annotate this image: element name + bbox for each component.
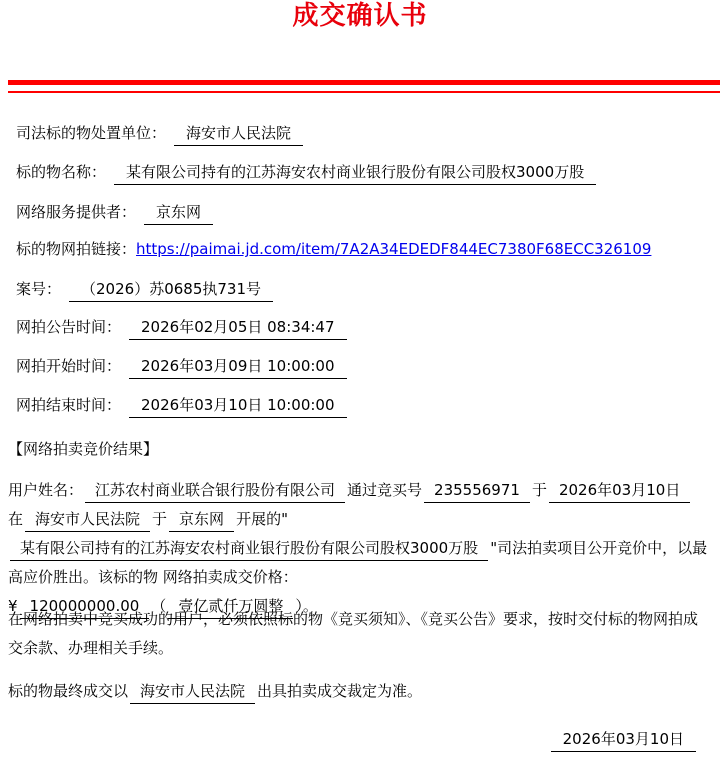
auction-link[interactable]: https://paimai.jd.com/item/7A2A34EDEDF844EC7380F68ECC326109	[136, 240, 652, 258]
red-divider-thick	[8, 80, 720, 85]
field-case-no: 案号： （2026）苏0685执731号	[16, 277, 273, 302]
field-court: 司法标的物处置单位： 海安市人民法院	[16, 121, 303, 146]
field-announce-time: 网拍公告时间： 2026年02月05日 08:34:47	[16, 315, 347, 340]
sign-date: 2026年03月10日	[543, 727, 696, 752]
notice-paragraph: 在网络拍卖中竞买成功的用户，必须依照标的物《竞买须知》、《竞买公告》要求，按时交付标的物网拍成交余款、办理相关手续。	[8, 610, 699, 657]
result-paragraph: 用户姓名： 江苏农村商业联合银行股份有限公司 通过竞买号 235556971 于 2026年03月10日 在 海安市人民法院 于 京东网 开展的"某有限公司持有的江苏海安农村商业银行股份有限公司股权3000万股 "司法拍卖项目公开竞价中，以最高应价胜出。该标的物 网络拍卖成交价格： ¥ 120000000.00 （ 壹亿贰仟万圆整 ）。	[8, 476, 712, 621]
red-divider-thin	[8, 91, 720, 93]
final-paragraph: 标的物最终成交以 海安市人民法院 出具拍卖成交裁定为准。	[8, 677, 712, 706]
field-end-time: 网拍结束时间： 2026年03月10日 10:00:00	[16, 393, 347, 418]
document-title: 成交确认书	[292, 1, 428, 31]
field-start-time: 网拍开始时间： 2026年03月09日 10:00:00	[16, 354, 347, 379]
field-provider: 网络服务提供者： 京东网	[16, 200, 213, 225]
field-link: 标的物网拍链接：https://paimai.jd.com/item/7A2A34EDEDF844EC7380F68ECC326109	[16, 240, 652, 258]
section-heading: 【网络拍卖竞价结果】	[8, 440, 159, 458]
field-item-name: 标的物名称： 某有限公司持有的江苏海安农村商业银行股份有限公司股权3000万股	[16, 160, 596, 185]
